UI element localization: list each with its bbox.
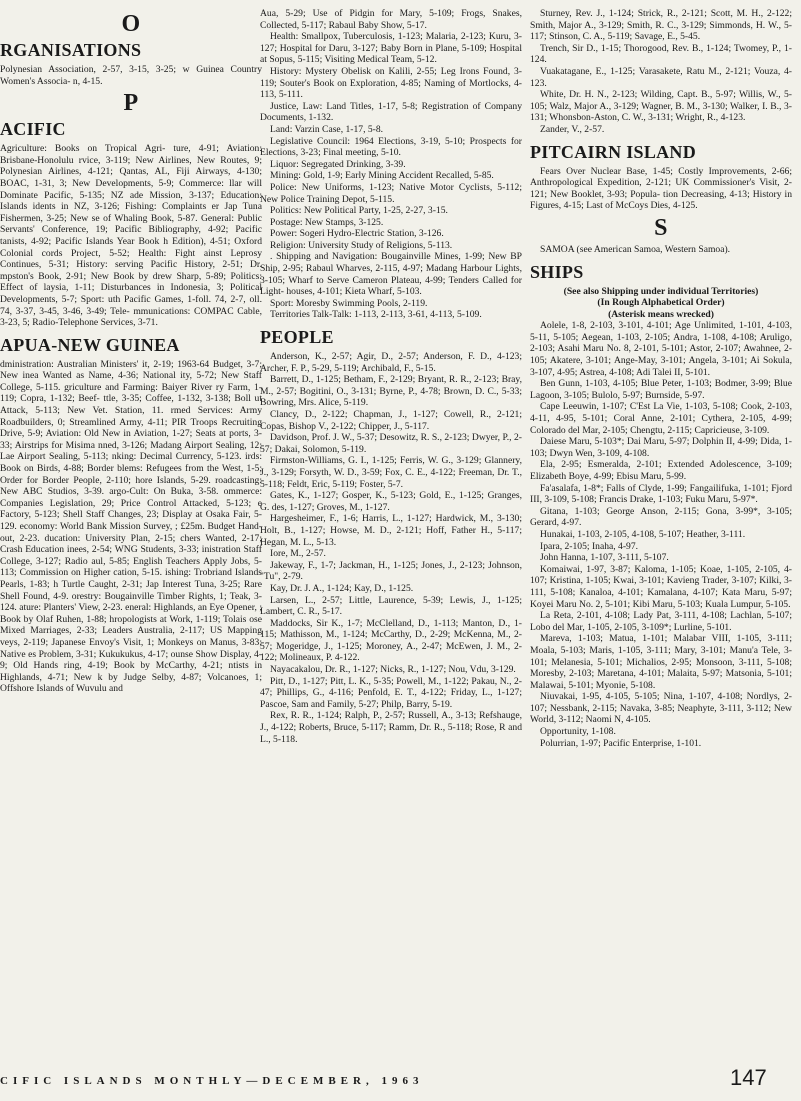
column-2 (260, 8, 522, 745)
page-footer (0, 1065, 801, 1095)
entry-ships-j: John Hanna, 1-107, 3-111, 5-107. (540, 552, 669, 564)
entry-people-p: Pitt, D., 1-127; Pitt, L. K., 5-35; Powell, M., 1-122; Pakau, N., 2-47; Phillips, G., 4-116; Penfold, E. T., 4-122; Friday, L., 1-127; Pascoe, Sam and Family, 5-27; Philp, Barry, 5-19. (260, 675, 522, 710)
entry-people-g: Gates, K., 1-127; Gosper, K., 5-123; Gold, E., 1-125; Granges, G. des, 1-127; Groves, M., 1-127. (260, 490, 522, 513)
entry-people-d: Davidson, Prof. J. W., 5-37; Desowitz, R. S., 2-123; Dwyer, P., 2-57; Dakai, Solomon, 5-119. (260, 432, 522, 455)
entry-history: History: Mystery Obelisk on Kalili, 2-55; Leg Irons Found, 3-119; Souter's Book on Exploration, 4-85; Naming of Mortlocks, 4-113, 5-111. (260, 65, 522, 101)
entry-justice: Justice, Law: Land Titles, 1-17, 5-8; Registration of Company Documents, 1-132. (260, 100, 522, 124)
heading-pacific: ACIFIC (0, 119, 66, 140)
entry-pitcairn: Fears Over Nuclear Base, 1-45; Costly Improvements, 2-66; Anthropological Expedition, 2-121; UK Commissioner's Visit, 2-121; New Booklet, 3-93; Popula- tion Decreasing, 4-13; History in Figures, 4-15; Last of McCoys Dies, 4-125. (530, 165, 792, 212)
section-letter-p: P (123, 90, 139, 117)
entry-ships-l: La Reta, 2-101, 4-108; Lady Pat, 3-111, 4-108; Lachlan, 5-107; Lobo del Mar, 1-105, 2-105, 3-109*; Lurline, 5-101. (530, 610, 792, 633)
entry-ships-f: Fa'asalafa, 1-8*; Falls of Clyde, 1-99; Fangailifuka, 1-101; Fjord III, 3-109, 5-108; Francis Drake, 1-103; Fuku Maru, 5-97*. (530, 482, 792, 506)
entry-territories: Territories Talk-Talk: 1-113, 2-113, 3-61, 4-113, 5-109. (270, 309, 482, 321)
entry-ships-a: Aolele, 1-8, 2-103, 3-101, 4-101; Age Unlimited, 1-101, 4-103, 5-11, 5-105; Aegean, 1-103, 2-105; Andra, 1-108, 4-108; Aruligo, 2-103; Asahi Maru No. 8, 2-101, 5-101; Astor, 2-107; Awahnee, 2-105; Akatere, 3-101; Ange-May, 3-101; Angela, 3-101; Ai Sokula, 3-107, 4-95; Astrea, 4-108; Adi Talei II, 5-101. (530, 320, 792, 378)
entry-land: Land: Varzin Case, 1-17, 5-8. (270, 123, 384, 135)
column-1 (0, 8, 262, 695)
entry-liquor: Liquor: Segregated Drinking, 3-39. (270, 158, 406, 170)
entry-samoa: SAMOA (see American Samoa, Western Samoa). (540, 243, 731, 255)
entry-people-s: Sturney, Rev. J., 1-124; Strick, R., 2-121; Scott, M. H., 2-122; Smith, Major A., 3-129; Smith, R. C., 3-129; Simmonds, H. W., 5-117; Stinson, C. A., 5-119; Savage, E., 5-45. (530, 8, 792, 43)
column-3 (530, 8, 792, 749)
entry-papua-new-guinea: dministration: Australian Ministers' it, 2-19; 1963-64 Budget, 3-7; New inea Wanted as Name, 4-36; National ity, 5-72; New Staff College, 5-115. griculture and Farming: Baiyer River ry Farm, 1-119; Copra, 1-132; Beef- ttle, 3-35; Coffee, 1-132, 3-138; Boll ut Attack, 5-113; New Vet. Station, 11. rmed Services: Army Roadbuilders, 0; Streamlined Army, 4-11; PIR Troops Recruiting Drive, 5-9; Aviation: Old New in Aviation, 1-27; Seats at ports, 3-33; Airstrips for Misima nned, 3-126; Madang Airport Sealing, 12; Lae Airport Sealing, 5-113; nking: Decimal Currency, 5-123. irds: Book on Birds, 4-88; Border blems: Refugees from the West, 1-5; Order for Border People, 2-110; hore Islands, 5-29. roadcasting: New ABC Studios, 3-39. argo-Cult: On Buka, 3-58. ommerce: Companies Legislation, 29; Price Control Attacked, 5-123; e Factory, 5-123; Shell Staff Changes, 23; Display at Osaka Fair, 5-129. economy: World Bank Mission Survey, ; £25m. Budget Hand-out, 2-23. ducation: University Plan, 2-15; chers Wanted, 2-17; Crash Education inees, 2-54; WNG Students, 3-33; inistration Staff College, 3-127; Radio aul, 5-85; English Teachers Apply Jobs, 5-113; Commission on Higher cation, 5-15. ishing: Trobriand Islands Pearls, 1-83; h Turtle Caught, 2-31; Jap Interest Tuna, 3-25; Rare Shell Found, 4-9. orestry: Bougainville Timber Rights, 1; Teak, 3-124. ature: Planters' View, 2-23. eneral: Highlands, an Eye Opener, ; Book by Olaf Ruhen, 1-88; hropologists at Work, 1-119; Tolais ose Mixed Marriages, 2-33; Leaders Australia, 2-117; US Mapping veys, 2-119; Japanese Envoy's Visit, 1; Monkeys on Manus, 3-83; Native es Problem, 3-31; Kukukukus, 4-17; ounse Show Display, 4-9; Old Hands ring, 4-19; Book by McCarthy, 4-21; ntists in Highlands, 4-71; New k by Judge Selby, 4-87; Volcanoes, 1; Offshore Islands of Wuvulu and (0, 358, 262, 695)
entry-ships-h: Hunakai, 1-103, 2-105, 4-108, 5-107; Heather, 3-111. (540, 528, 746, 540)
entry-ships-k: Komaiwai, 1-97, 3-87; Kaloma, 1-105; Koae, 1-105, 2-105, 4-107; Kristina, 1-105; Kwai, 3-101; Kavieng Trader, 3-107; Kilki, 3-111, 5-108; Kanaloa, 4-101; Kamalana, 4-107; Kata Maru, 5-97; Koyei Maru No. 2, 5-101; Kibi Maru, 5-103; Kuala Lumpur, 5-105. (530, 563, 792, 610)
entry-shipping: . Shipping and Navigation: Bougainville Mines, 1-99; New BP Ship, 2-95; Rabaul Wharves, 2-115, 4-97; Madang Harbour Lights, 3-105; Wharf to Serve Cameron Plateau, 4-99; Tenders Called for Light- houses, 4-101; Kieta Wharf, 5-103. (260, 251, 522, 298)
entry-mining: Mining: Gold, 1-9; Early Mining Accident Recalled, 5-85. (270, 170, 494, 182)
entry-ships-i: Ipara, 2-105; Inaha, 4-97. (540, 540, 639, 552)
entry-people-j: Jakeway, F., 1-7; Jackman, H., 1-125; Jones, J., 2-123; Johnson, "Tu", 2-79. (260, 559, 522, 583)
entry-people-k: Kay, Dr. J. A., 1-124; Kay, D., 1-125. (270, 582, 414, 594)
entry-people-b: Barrett, D., 1-125; Betham, F., 2-129; Bryant, R. R., 2-123; Bray, M., 2-57; Bogitini, O., 3-131; Byrne, P., 4-78; Brown, D. C., 5-33; Bowring, Mrs. Alice, 5-119. (260, 374, 522, 409)
entry-politics: Politics: New Political Party, 1-25, 2-27, 3-15. (270, 205, 448, 217)
ships-note-asterisk: (Asterisk means wrecked) (608, 308, 714, 320)
entry-people-m: Maddocks, Sir K., 1-7; McClelland, D., 1-113; Manton, D., 1-115; Mathisson, M., 1-124; McCarthy, D., 2-29; McKenna, M., 2-57; Mogeridge, J., 1-125; Moroney, A., 2-47; McEwen, J. M., 2-122; Molineaux, P. 4-122. (260, 617, 522, 664)
entry-postage: Postage: New Stamps, 3-125. (270, 216, 384, 228)
entry-sport: Sport: Moresby Swimming Pools, 2-119. (270, 297, 428, 309)
entry-ships-d: Daiese Maru, 5-103*; Dai Maru, 5-97; Dolphin II, 4-99; Dida, 1-103; Dwyn Wen, 3-109, 4-108. (530, 436, 792, 459)
entry-pacific: Agriculture: Books on Tropical Agri- ture, 4-91; Aviation: Brisbane-Honolulu rvice, 3-119; New Airlines, New Routes, 9; Polynesian Airlines, 4-121; Qantas, AL, Fiji Airways, 4-130; BOAC, 1-31, 3; New Developments, 5-9; Commerce: llar will Dominate Pacific, 5-135; NZ ade Mission, 3-137; Education: Islands idents in NZ, 3-126; Fishing: Complaints er Jap Tuna Fishermen, 3-25; New se of Whaling Book, 5-87. General: Public Servants' Conference, 19; Pacific Bibliography, 4-92; Pacific tanists, 4-92; Pacific Islands Year Book h Edition), 4-51; Oxford Colonial cords Project, 5-52; Health: Fight ainst Leprosy Continues, 5-31; History: serving Pacific History, 2-51; Dr. mpston's Book, 2-91; New Book by drew Sharp, 5-89; Politics: Effect of laysia, 1-11; Disturbances in Indonesia, 3; Political Developments, 5-7; Sport: uth Pacific Games, 1-foll. 74, 2-7, oll. 74, 3-37, 3-45, 3-46, 3-49; Tele- mmunications: COMPAC Cable, 3-23, 5; Radio-Telephone Services, 3-71. (0, 143, 262, 329)
entry-people-n: Nayacakalou, Dr. R., 1-127; Nicks, R., 1-127; Nou, Vdu, 3-129. (270, 664, 516, 676)
entry-legislative: Legislative Council: 1964 Elections, 3-19, 5-10; Prospects for Elections, 3-23; Final meeting, 5-10. (260, 135, 522, 159)
entry-health: Health: Smallpox, Tuberculosis, 1-123; Malaria, 2-123; Kuru, 3-127; Hospital for Daru, 3-127; Baby Born in Plane, 5-109; Hospital at Sopus, 5-115; Visiting Medical Team, 5-12. (260, 31, 522, 66)
entry-people-v: Vuakatagane, E., 1-125; Varasakete, Ratu M., 2-121; Vouza, 4-123. (530, 65, 792, 89)
heading-ships: SHIPS (530, 261, 584, 282)
entry-people-l: Larsen, L., 2-57; Little, Laurence, 5-39; Lewis, J., 1-125; Lambert, C. R., 5-17. (260, 594, 522, 618)
entry-people-t: Trench, Sir D., 1-15; Thorogood, Rev. B., 1-124; Twomey, P., 1-124. (530, 42, 792, 66)
running-head: CIFIC ISLANDS MONTHLY—DECEMBER, 1963 (0, 1075, 424, 1087)
page-number: 147 (730, 1065, 767, 1090)
entry-ships-b: Ben Gunn, 1-103, 4-105; Blue Peter, 1-103; Bodmer, 3-99; Blue Lagoon, 3-105; Bulolo, 5-97; Burnside, 5-97. (530, 378, 792, 401)
entry-people-r: Rex, R. R., 1-124; Ralph, P., 2-57; Russell, A., 3-13; Refshauge, J., 4-122; Roberts, Bruce, 5-117; Ramm, Dr. R., 5-118; Rose, R and L., 5-118. (260, 710, 522, 745)
entry-people-w: White, Dr. H. N., 2-123; Wilding, Capt. B., 5-97; Willis, W., 5-105; Walz, Major A., 3-129; Wagner, B. M., 3-130; Walker, I. B., 3-131; Whonsbon-Aston, C. W., 3-131; Wright, R., 4-123. (530, 89, 792, 124)
entry-ships-p: Polurrian, 1-97; Pacific Enterprise, 1-101. (540, 737, 702, 749)
entry-ships-c: Cape Leeuwin, 1-107; C'Est La Vie, 1-103, 5-108; Cook, 2-103, 4-11, 4-95, 5-101; Coral Anne, 2-101; Cythera, 2-105, 4-99; Colorado del Mar, 2-105; Chengtu, 2-115; Capricieuse, 3-109. (530, 401, 792, 436)
ships-note-see-also: (See also Shipping under individual Territories) (563, 285, 759, 297)
entry-people-z: Zander, V., 2-57. (540, 123, 605, 135)
entry-religion: Religion: University Study of Religions, 5-113. (270, 239, 453, 251)
heading-papua-new-guinea: APUA-NEW GUINEA (0, 334, 180, 355)
entry-people-f: Firmston-Williams, G. I., 1-125; Ferris, W. G., 3-129; Glannery, J., 3-129; Forsyth, W. D., 3-59; Fox, C. E., 4-122; Freeman, Dr. T., 5-118; Feldt, Eric, 5-119; Foster, 5-7. (260, 455, 522, 490)
heading-people: PEOPLE (260, 327, 334, 348)
entry-people-a: Anderson, K., 2-57; Agir, D., 2-57; Anderson, F. D., 4-123; Archer, F. P., 5-29, 5-119; Archibald, F., 5-15. (260, 351, 522, 374)
ships-note-order: (In Rough Alphabetical Order) (597, 297, 725, 309)
entry-ships-o: Opportunity, 1-108. (540, 726, 616, 738)
section-letter-s: S (654, 214, 668, 241)
heading-pitcairn: PITCAIRN ISLAND (530, 141, 697, 162)
section-letter-o: O (121, 11, 141, 37)
entry-people-i: Iore, M., 2-57. (270, 548, 326, 560)
entry-ships-m: Mareva, 1-103; Matua, 1-101; Malabar VIII, 1-105, 3-111; Moala, 5-103; Maris, 1-105, 3-111; Mary, 3-101; Manu'a Tele, 3-101; Melanesia, 5-101; Michalios, 2-95; Monsoon, 3-111, 5-108; Moresby, 2-103; Maretana, 4-101; Malaita, 5-97; Matsonia, 5-101; Malawai, 5-101; Myonie, 5-108. (530, 633, 792, 691)
entry-people-c: Clancy, D., 2-122; Chapman, J., 1-127; Cowell, R., 2-121; Copas, Bishop V., 2-122; Chipper, J., 5-117. (260, 409, 522, 432)
entry-ships-g: Gitana, 1-103; George Anson, 2-115; Gona, 3-99*, 3-105; Gerard, 4-97. (530, 505, 792, 529)
entry-ships-e: Ela, 2-95; Esmeralda, 2-101; Extended Adolescence, 3-109; Elizabeth Boye, 4-99; Ebisu Maru, 5-99. (530, 459, 792, 482)
entry-organisations: Polynesian Association, 2-57, 3-15, 3-25; w Guinea Country Women's Associa- n, 4-15. (0, 64, 262, 87)
entry-people-h: Hargesheimer, F., 1-6; Harris, L., 1-127; Hardwick, M., 3-130; Holt, B., 1-127; Howse, M. D., 2-121; Hoff, Father H., 5-117; Hegan, M. L., 5-13. (260, 513, 522, 548)
entry-police: Police: New Uniforms, 1-123; Native Motor Cyclists, 5-112; New Police Training Depot, 5-115. (260, 181, 522, 205)
entry-power: Power: Sogeri Hydro-Electric Station, 3-126. (270, 228, 444, 240)
entry-png-continued: Aua, 5-29; Use of Pidgin for Mary, 5-109; Frogs, Snakes, Collected, 5-117; Rabaul Baby Show, 5-17. (260, 8, 522, 31)
entry-ships-n: Niuvakai, 1-95, 4-105, 5-105; Nina, 1-107, 4-108; Nordlys, 2-107; Nessbank, 2-115; Navaka, 3-85; Neaphyte, 3-111, 3-112; New World, 3-112; Naomi N, 4-105. (530, 691, 792, 726)
heading-organisations: RGANISATIONS (0, 40, 142, 60)
